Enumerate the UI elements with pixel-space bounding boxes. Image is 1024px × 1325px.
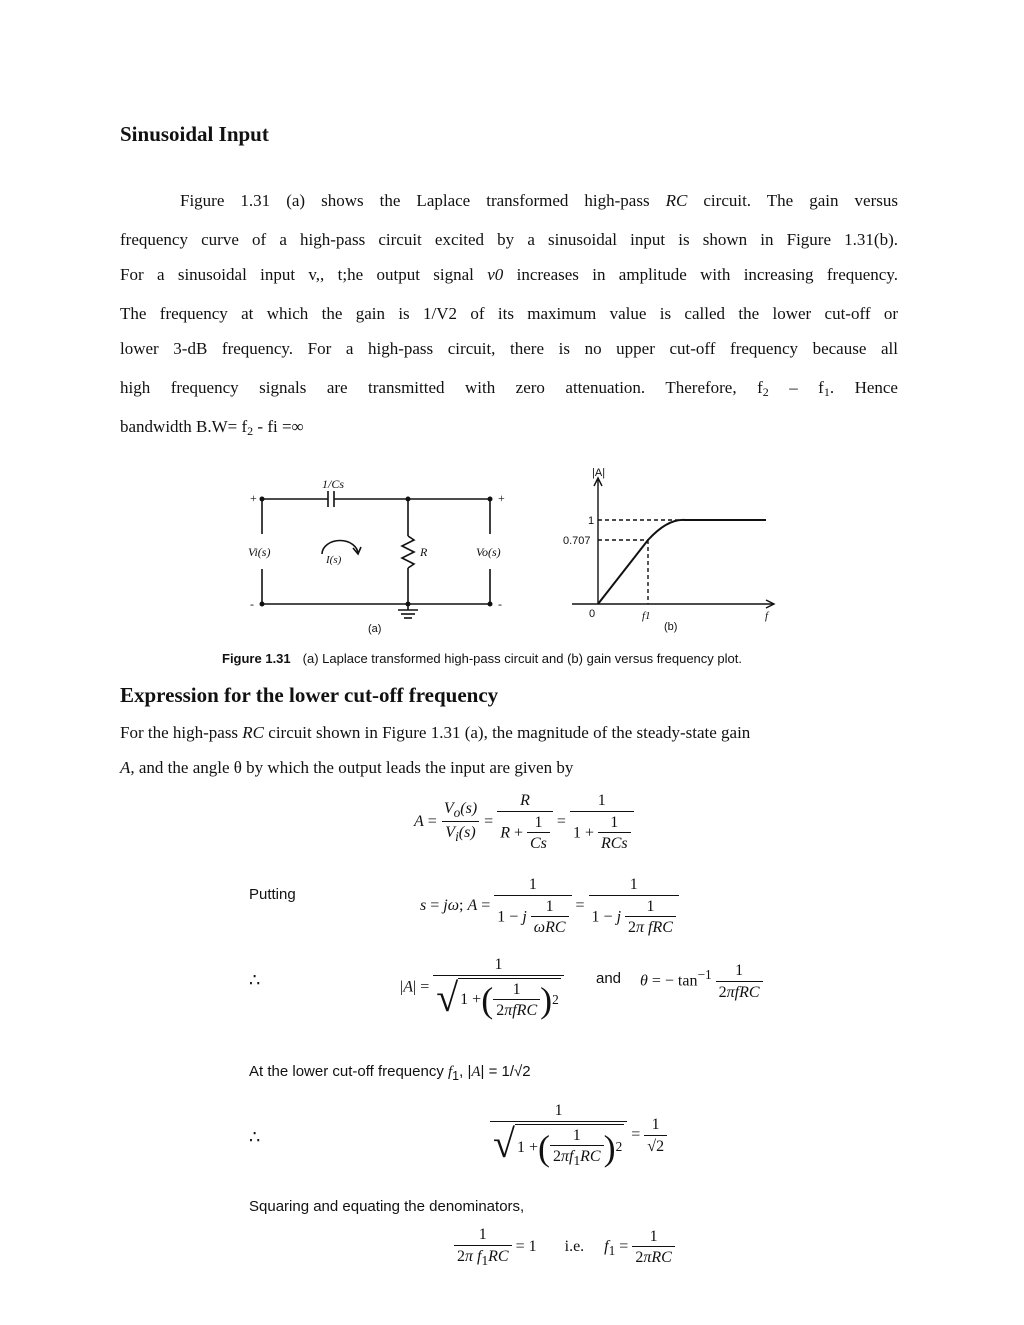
ie-label: i.e. xyxy=(564,1237,585,1255)
y-tick-1: 1 xyxy=(588,515,595,527)
and-label: and xyxy=(596,970,622,987)
para-line: lower 3-dB frequency. For a high-pass circuit, there is no upper cut-off frequency because all xyxy=(120,339,898,358)
lower-cutoff-label: At the lower cut-off frequency $f_1$, |A| = 1/√2 xyxy=(249,1063,531,1083)
caption-text: (a) Laplace transformed high-pass circuit and (b) gain versus frequency plot. xyxy=(302,651,742,666)
vout-label: Vo(s) xyxy=(476,545,501,559)
vin-label: Vi(s) xyxy=(248,545,271,559)
equation-final: $\frac{1}{2\pi f_1RC}$ = 1 i.e. $f_1$ = $\frac{1}{\text{2πRC}}$ xyxy=(454,1226,675,1268)
equation-angle: θ = − $\tan^{-1}$ $\frac{1}{\text{2πfRC}}$ xyxy=(640,962,763,1001)
gain-frequency-plot xyxy=(556,466,786,636)
paragraph-cutoff xyxy=(120,718,890,792)
plus-terminal-right: + xyxy=(498,491,505,505)
equation-cutoff-condition: 1 √ 1 + ( $\frac{1}{2\pi f_1RC}$ ) 2 = $\frac{1}{√2}$ xyxy=(490,1102,667,1169)
minus-terminal-left: - xyxy=(250,597,254,611)
f1-label: f1 xyxy=(642,610,651,622)
figure-caption xyxy=(222,651,742,666)
section-heading-cutoff: Expression for the lower cut-off frequency xyxy=(120,683,499,707)
capacitor-label: 1/Cs xyxy=(322,477,345,491)
y-tick-0707: 0.707 xyxy=(563,535,591,547)
caption-label: Figure 1.31 xyxy=(222,651,291,666)
para-line: Figure 1.31 (a) shows the Laplace transformed high-pass RC circuit. The gain versus xyxy=(180,191,898,210)
y-axis-label: |A| xyxy=(592,467,606,479)
circuit-diagram xyxy=(240,474,520,644)
subfigure-a-label: (a) xyxy=(368,623,382,635)
squaring-label: Squaring and equating the denominators, xyxy=(249,1198,525,1215)
x-axis-label: f xyxy=(765,610,769,622)
subfigure-b-label: (b) xyxy=(664,621,678,633)
para-line: frequency curve of a high-pass circuit excited by a sinusoidal input is shown in Figure 1.31(b). xyxy=(120,230,898,249)
section-heading-sinusoidal: Sinusoidal Input xyxy=(120,122,269,146)
therefore-symbol: ∴ xyxy=(249,970,261,990)
therefore-symbol-2: ∴ xyxy=(249,1127,261,1147)
para-line: For the high-pass RC circuit shown in Figure 1.31 (a), the magnitude of the steady-state gain xyxy=(120,723,751,742)
para-line: bandwidth $B.W= f_2$ - fi =∞ xyxy=(120,417,304,438)
plus-terminal-left: + xyxy=(250,491,257,505)
para-line: high frequency signals are transmitted with zero attenuation. Therefore, $f_2 - f_1$. Hence xyxy=(120,378,898,399)
resistor-label: R xyxy=(420,545,428,559)
equation-substitution: s = jω; A = 1 1 − j $\frac{1}{\text{ωRC}}$ = 1 1 − j $\frac{1}{\text{2π fRC}}$ xyxy=(420,876,679,937)
origin-label: 0 xyxy=(589,608,596,620)
equation-magnitude: |A| = 1 √ 1 + ( $\frac{1}{\text{2πfRC}}$ ) 2 xyxy=(400,956,564,1020)
equation-gain-ratio: A = $\frac{V_o(s)}{V_i(s)}$ = R R + $\frac{1}{Cs}$ = 1 1 + $\frac{1}{\text{RCs}}$ xyxy=(414,792,634,853)
minus-terminal-right: - xyxy=(498,597,502,611)
para-line: A, and the angle θ by which the output leads the input are given by xyxy=(120,758,574,777)
current-label: I(s) xyxy=(326,554,342,566)
para-line: The frequency at which the gain is 1/V2 of its maximum value is called the lower cut-off or xyxy=(120,304,898,323)
paragraph-sinusoidal xyxy=(120,186,898,451)
para-line: For a sinusoidal input v,, t;he output signal v0 increases in amplitude with increasing frequency. xyxy=(120,265,898,284)
putting-label: Putting xyxy=(249,886,296,903)
